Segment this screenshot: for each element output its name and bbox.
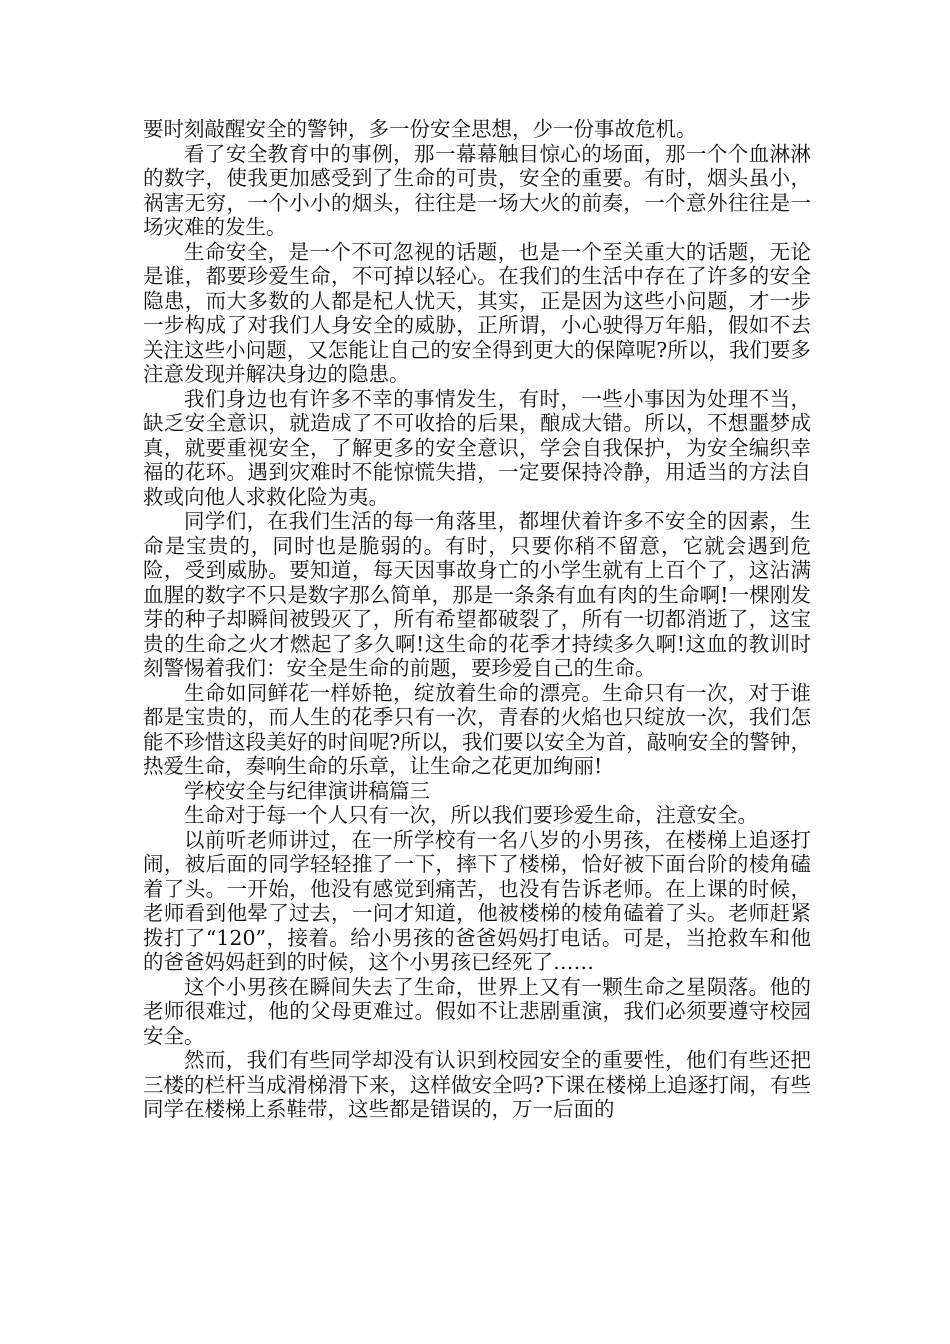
paragraph-continuation: 要时刻敲醒安全的警钟，多一份安全思想，少一份事故危机。 [143, 117, 697, 141]
paragraph: 生命如同鲜花一样娇艳，绽放着生命的漂亮。生命只有一次，对于谁都是宝贵的，而人生的花季只有一次，青春的火焰也只绽放一次，我们怎能不珍惜这段美好的时间呢?所以，我们要以安全为首，敲响安全的警钟，热爱生命，奏响生命的乐章，让生命之花更加绚丽! [143, 680, 811, 778]
paragraph: 我们身边也有许多不幸的事情发生，有时，一些小事因为处理不当，缺乏安全意识，就造成了不可收拾的后果，酿成大错。所以，不想噩梦成真，就要重视安全，了解更多的安全意识，学会自我保护，为安全编织幸福的花环。遇到灾难时不能惊慌失措，一定要保持冷静，用适当的方法自救或向他人求救化险为夷。 [143, 386, 811, 509]
section-heading: 学校安全与纪律演讲稿篇三 [184, 778, 430, 803]
paragraph: 这个小男孩在瞬间失去了生命，世界上又有一颗生命之星陨落。他的老师很难过，他的父母更难过。假如不让悲剧重演，我们必须要遵守校园安全。 [143, 974, 811, 1048]
paragraph: 生命对于每一个人只有一次，所以我们要珍爱生命，注意安全。 [184, 803, 758, 827]
paragraph: 同学们，在我们生活的每一角落里，都埋伏着许多不安全的因素，生命是宝贵的，同时也是脆弱的。有时，只要你稍不留意，它就会遇到危险，受到威胁。要知道，每天因事故身亡的小学生就有上百个了，这沾满血腥的数字不只是数字那么简单，那是一条条有血有肉的生命啊!一棵刚发芽的种子却瞬间被毁灭了，所有希望都破裂了，所有一切都消逝了，这宝贵的生命之火才燃起了多久啊!这生命的花季才持续多久啊!这血的教训时刻警惕着我们：安全是生命的前题，要珍爱自己的生命。 [143, 509, 811, 680]
paragraph: 然而，我们有些同学却没有认识到校园安全的重要性，他们有些还把三楼的栏杆当成滑梯滑下来，这样做安全吗?下课在楼梯上追逐打闹，有些同学在楼梯上系鞋带，这些都是错误的，万一后面的 [143, 1048, 811, 1121]
paragraph: 生命安全，是一个不可忽视的话题，也是一个至关重大的话题，无论是谁，都要珍爱生命，不可掉以轻心。在我们的生活中存在了许多的安全隐患，而大多数的人都是杞人忧天，其实，正是因为这些小问题，才一步一步构成了对我们人身安全的威胁，正所谓，小心驶得万年船，假如不去关注这些小问题，又怎能让自己的安全得到更大的保障呢?所以，我们要多注意发现并解决身边的隐患。 [143, 239, 811, 386]
paragraph: 以前听老师讲过，在一所学校有一名八岁的小男孩，在楼梯上追逐打闹，被后面的同学轻轻推了一下，摔下了楼梯，恰好被下面台阶的棱角磕着了头。一开始，他没有感觉到痛苦，也没有告诉老师。在上课的时候，老师看到他晕了过去，一问才知道，他被楼梯的棱角磕着了头。老师赶紧拨打了“120”，接着。给小男孩的爸爸妈妈打电话。可是，当抢救车和他的爸爸妈妈赶到的时候，这个小男孩已经死了…… [143, 827, 811, 974]
document-body [143, 117, 811, 1122]
paragraph: 看了安全教育中的事例，那一幕幕触目惊心的场面，那一个个血淋淋的数字，使我更加感受到了生命的可贵，安全的重要。有时，烟头虽小，祸害无穷，一个小小的烟头，往往是一场大火的前奏，一个意外往往是一场灾难的发生。 [143, 141, 811, 239]
